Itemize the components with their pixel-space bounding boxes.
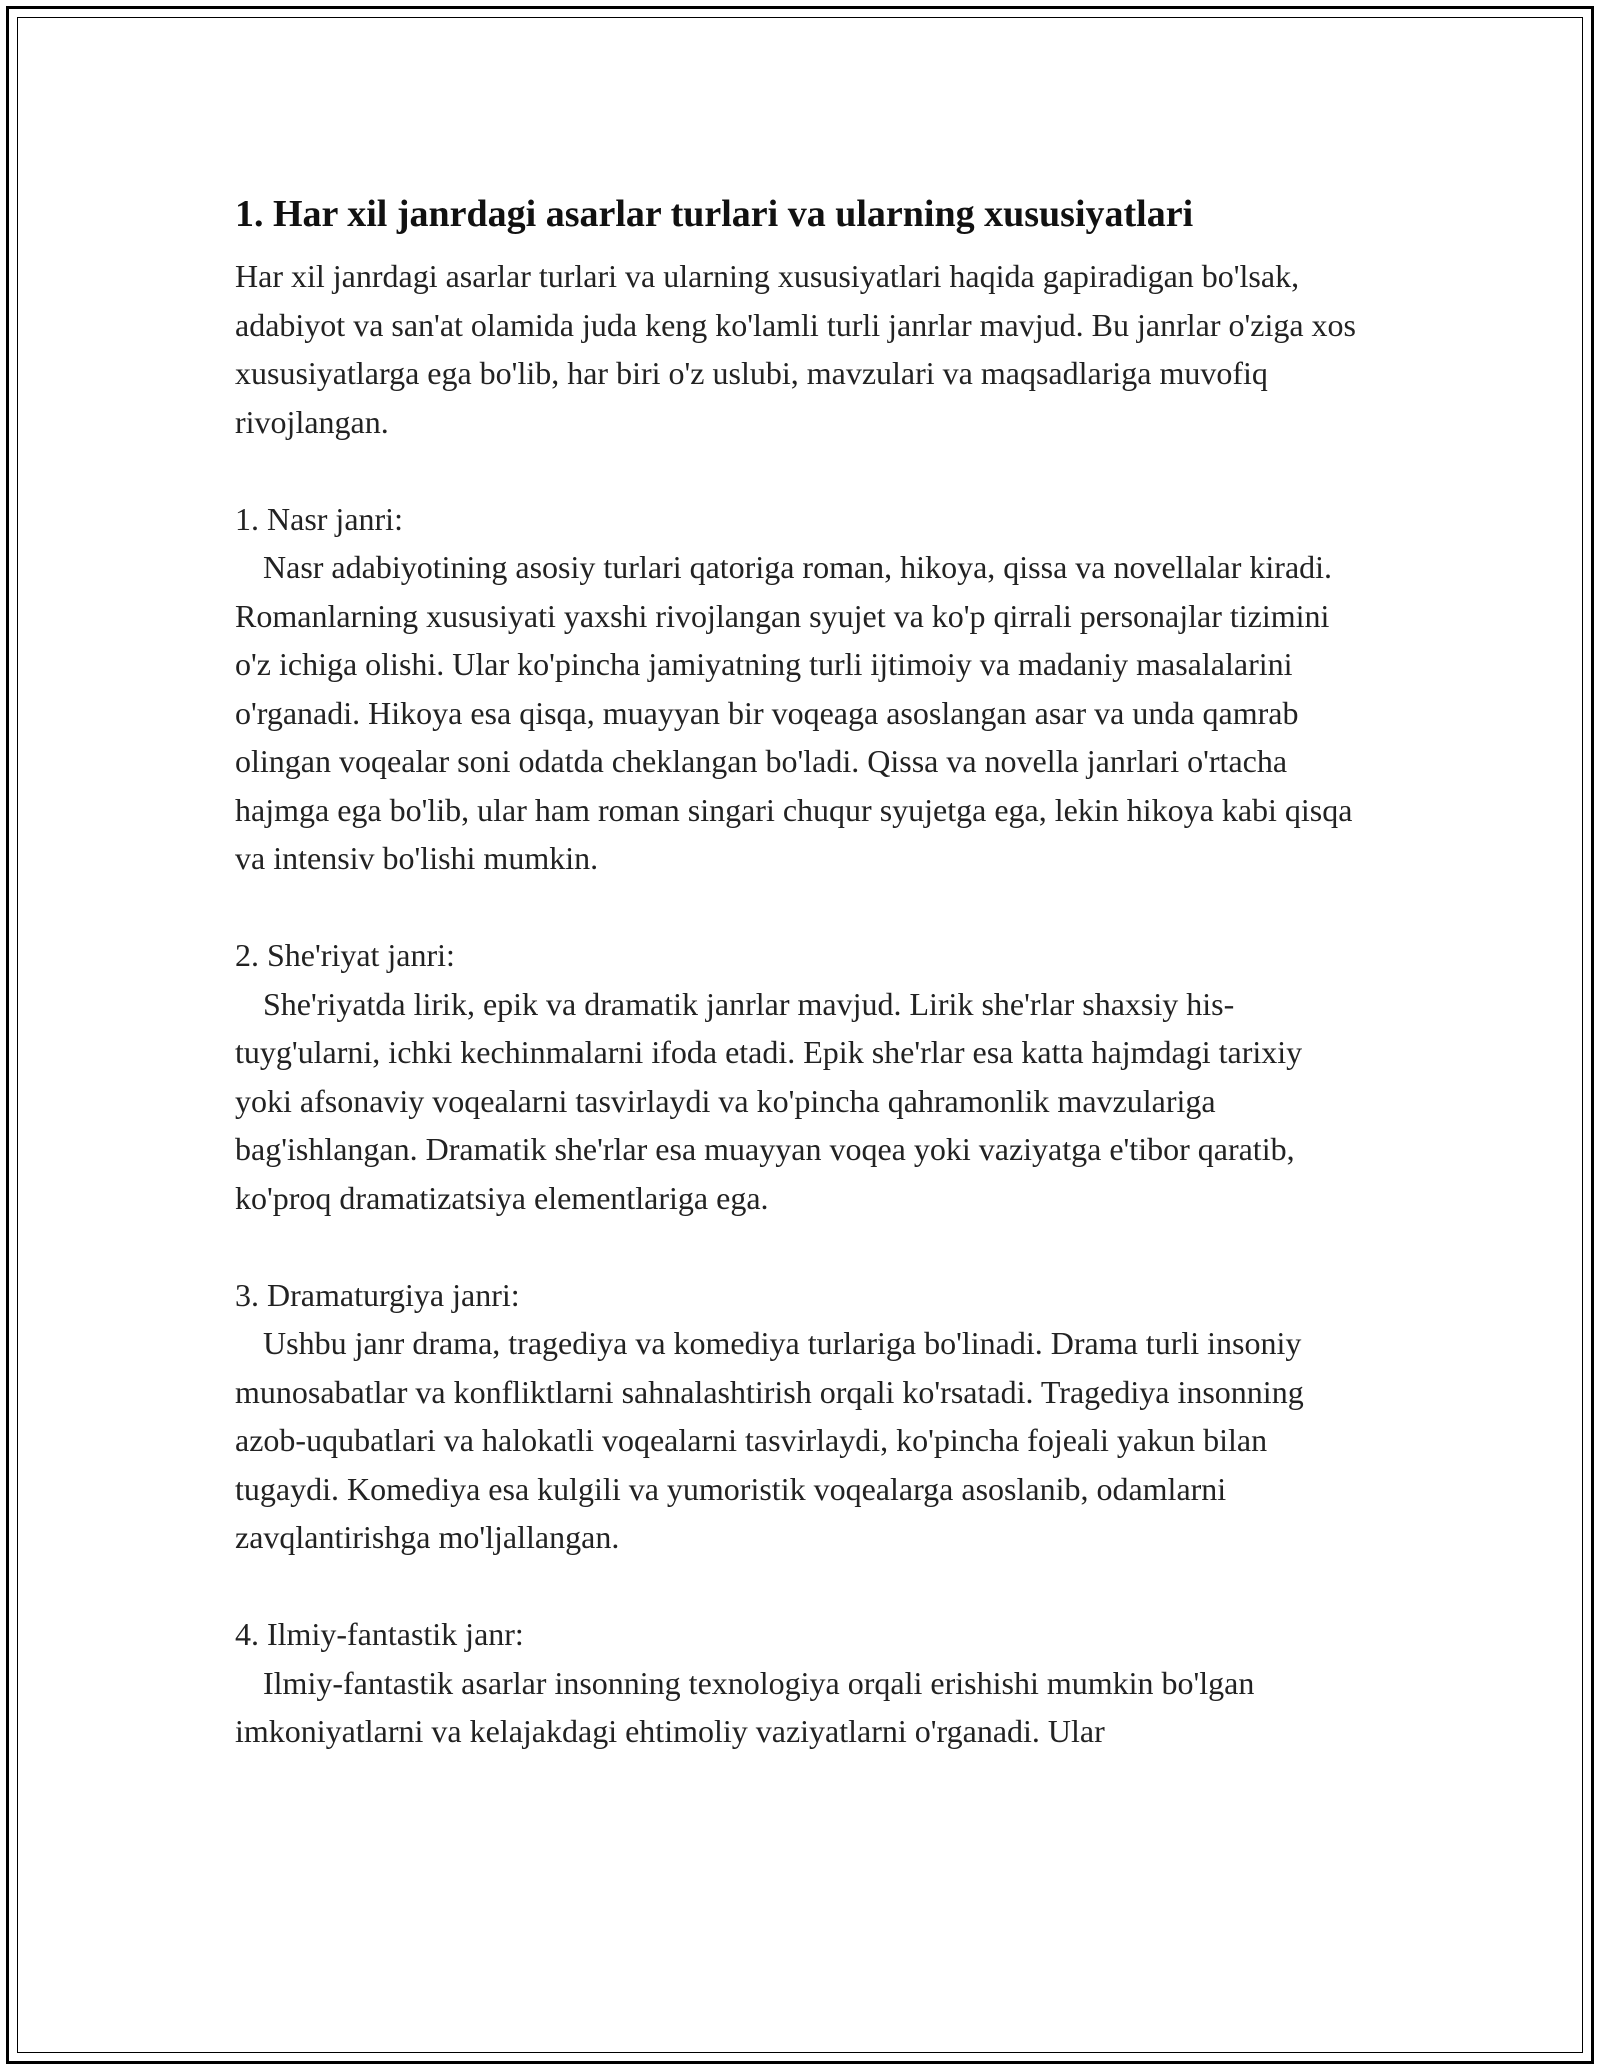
intro-paragraph: Har xil janrdagi asarlar turlari va ularning xususiyatlari haqida gapiradigan bo'lsak, adabiyot va san'at olamida juda keng ko'lamli turli janrlar mavjud. Bu janrlar o'ziga xos xususiyatlarga ega bo'lib, har biri o'z uslubi, mavzulari va maqsadlariga muvofiq rivojlangan.: [235, 258, 1356, 440]
section-heading: 2. She'riyat janri:: [235, 937, 455, 973]
section-body: She'riyatda lirik, epik va dramatik janrlar mavjud. Lirik she'rlar shaxsiy his-tuyg'ularni, ichki kechinmalarni ifoda etadi. Epik she'rlar esa katta hajmdagi tarixiy yoki afsonaviy voqealarni tasvirlaydi va ko'pincha qahramonlik mavzulariga bag'ishlangan. Dramatik she'rlar esa muayyan voqea yoki vaziyatga e'tibor qaratib, ko'proq dramatizatsiya elementlariga ega.: [235, 985, 1303, 1216]
page-title: 1. Har xil janrdagi asarlar turlari va ularning xususiyatlari: [235, 193, 1194, 235]
section-ilmiy-fantastik: [235, 1610, 1365, 1756]
section-heading: 4. Ilmiy-fantastik janr:: [235, 1616, 524, 1652]
section-body: Nasr adabiyotining asosiy turlari qatoriga roman, hikoya, qissa va novellalar kiradi. Romanlarning xususiyati yaxshi rivojlangan syujet va ko'p qirrali personajlar tizimini o'z ichiga olishi. Ular ko'pincha jamiyatning turli ijtimoiy va madaniy masalalarini o'rganadi. Hikoya esa qisqa, muayyan bir voqeaga asoslangan asar va unda qamrab olingan voqealar soni odatda cheklangan bo'ladi. Qissa va novella janrlari o'rtacha hajmga ega bo'lib, ular ham roman singari chuqur syujetga ega, lekin hikoya kabi qisqa va intensiv bo'lishi mumkin.: [235, 549, 1353, 876]
section-sheriyat: [235, 931, 1365, 1222]
section-heading: 3. Dramaturgiya janri:: [235, 1276, 520, 1313]
section-body: Ushbu janr drama, tragediya va komediya turlariga bo'linadi. Drama turli insoniy munosabatlar va konfliktlarni sahnalashtirish orqali ko'rsatadi. Tragediya insonning azob-uqubatlari va halokatli voqealarni tasvirlaydi, ko'pincha fojeali yakun bilan tugaydi. Komediya esa kulgili va yumoristik voqealarga asoslanib, odamlarni zavqlantirishga mo'ljallangan.: [235, 1325, 1304, 1555]
section-body: Ilmiy-fantastik asarlar insonning texnologiya orqali erishishi mumkin bo'lgan imkoniyatlarni va kelajakdagi ehtimoliy vaziyatlarni o'rganadi. Ular: [235, 1664, 1255, 1749]
section-dramaturgiya: [235, 1271, 1365, 1562]
section-heading: 1. Nasr janri:: [235, 500, 403, 537]
section-nasr: [235, 495, 1365, 883]
document-content: [235, 186, 1365, 1756]
